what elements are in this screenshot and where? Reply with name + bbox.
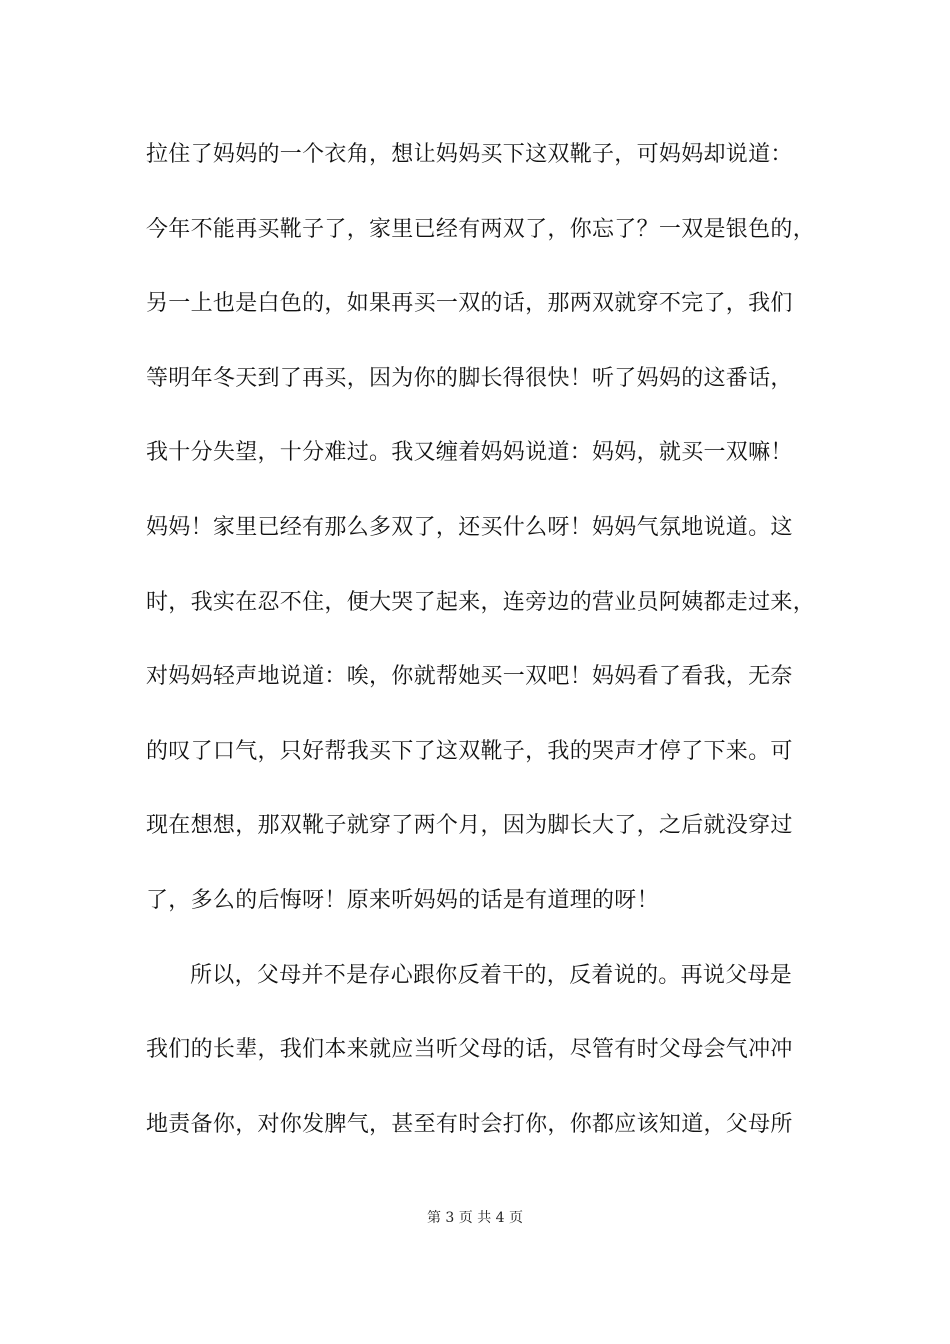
text-line: 拉住了妈妈的一个衣角，想让妈妈买下这双靴子，可妈妈却说道：: [146, 142, 793, 167]
paragraph-first-line: 所以，父母并不是存心跟你反着干的，反着说的。再说父母是: [190, 963, 793, 988]
text-line: 的叹了口气，只好帮我买下了这双靴子，我的哭声才停了下来。可: [146, 739, 793, 764]
text-line: 等明年冬天到了再买，因为你的脚长得很快！听了妈妈的这番话，: [146, 366, 793, 391]
text-line: 现在想想，那双靴子就穿了两个月，因为脚长大了，之后就没穿过: [146, 813, 793, 838]
text-line: 时，我实在忍不住，便大哭了起来，连旁边的营业员阿姨都走过来，: [146, 590, 816, 615]
text-line: 另一上也是白色的，如果再买一双的话，那两双就穿不完了，我们: [146, 291, 793, 316]
text-line: 对妈妈轻声地说道：唉，你就帮她买一双吧！妈妈看了看我，无奈: [146, 664, 793, 689]
page-number-label: 第 3 页 共 4 页: [426, 1210, 524, 1226]
page-footer: [0, 1208, 950, 1228]
text-line: 我十分失望，十分难过。我又缠着妈妈说道：妈妈，就买一双嘛！: [146, 440, 793, 465]
text-line: 了，多么的后悔呀！原来听妈妈的话是有道理的呀！: [146, 888, 659, 913]
text-line: 地责备你，对你发脾气，甚至有时会打你，你都应该知道，父母所: [146, 1112, 793, 1137]
text-line: 今年不能再买靴子了，家里已经有两双了，你忘了？一双是银色的，: [146, 217, 816, 242]
text-line: 妈妈！家里已经有那么多双了，还买什么呀！妈妈气氛地说道。这: [146, 515, 793, 540]
text-line: 我们的长辈，我们本来就应当听父母的话，尽管有时父母会气冲冲: [146, 1037, 793, 1062]
